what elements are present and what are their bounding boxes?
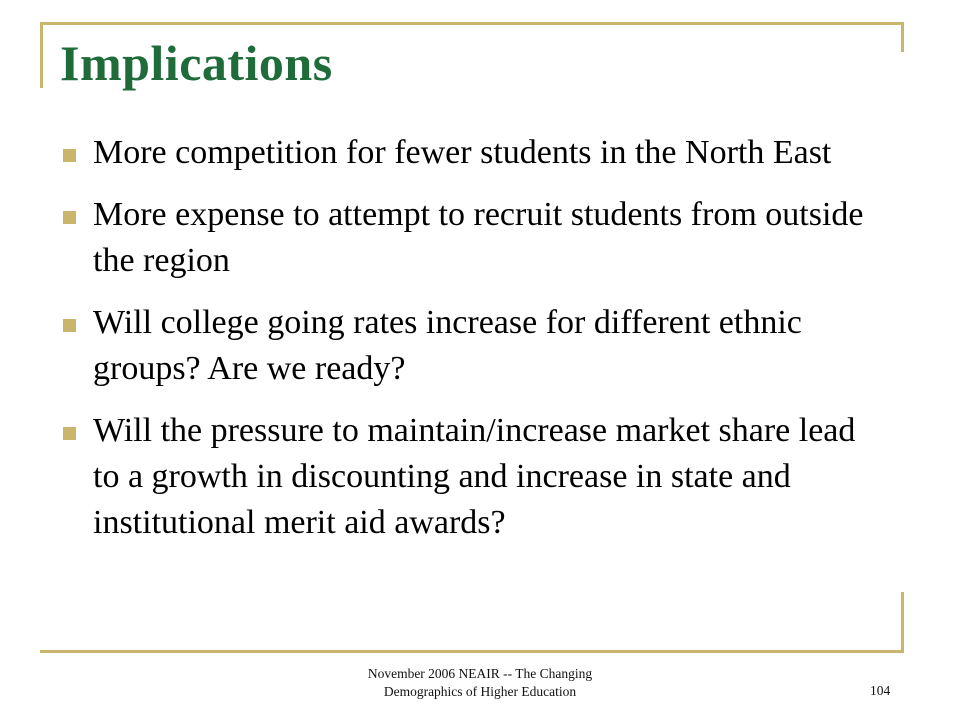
page-number: 104 [870,683,891,698]
square-bullet-icon [63,427,76,440]
square-bullet-icon [63,319,76,332]
bullet-item [60,300,880,392]
frame-right-top-line [901,22,904,52]
square-bullet-icon [63,149,76,162]
bullet-text: Will college going rates increase for different ethnic groups? Are we ready? [93,304,802,387]
bullet-item [60,408,880,546]
bullet-item [60,192,880,284]
footer-line-2: Demographics of Higher Education [383,684,577,699]
bullet-text: Will the pressure to maintain/increase market share lead to a growth in discounting and increase in state and institutional merit aid awards? [93,412,856,541]
frame-left-line [40,22,43,88]
footer-line-1: November 2006 NEAIR -- The Changing [367,666,593,681]
frame-right-bottom-line [901,592,904,653]
bullet-text: More competition for fewer students in the North East [93,134,832,171]
frame-top-line [40,22,904,25]
bullet-list [60,130,880,562]
bullet-text: More expense to attempt to recruit students from outside the region [93,196,864,279]
bullet-item [60,130,880,176]
square-bullet-icon [63,211,76,224]
slide-title: Implications [60,35,333,91]
frame-bottom-line [40,650,904,653]
slide-footer [300,665,660,701]
